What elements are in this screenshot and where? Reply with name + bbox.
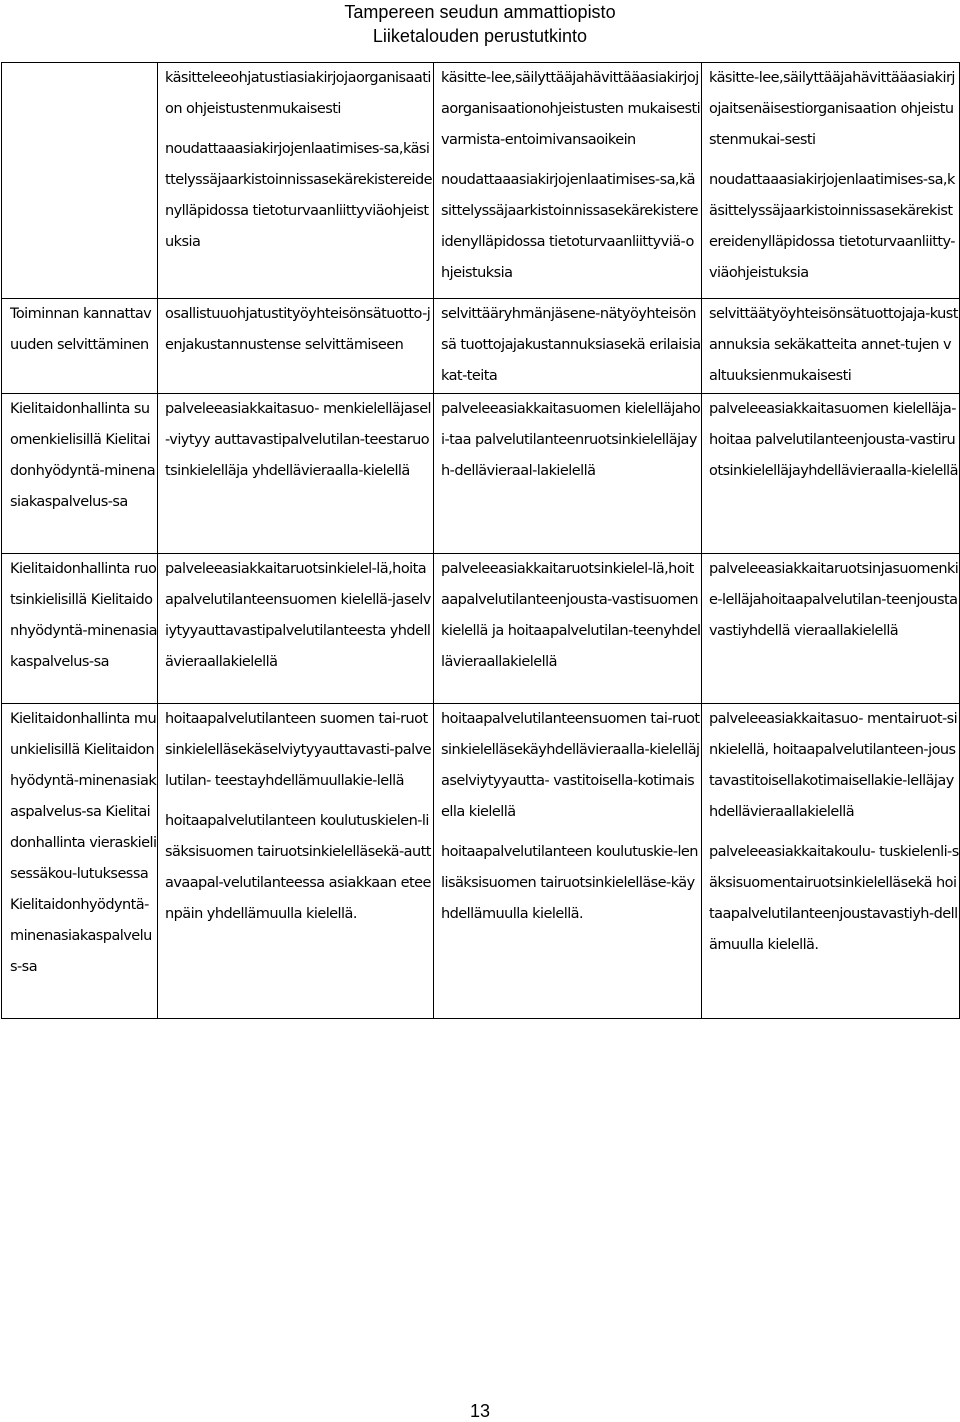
level-1-cell xyxy=(158,554,434,704)
table-row xyxy=(2,394,960,554)
criterion-text: hoitaapalvelutilanteen suomen tai-ruotsinkielelläsekäselviytyyauttavasti-palvelutilan- teestayhdellämuullakie-lellä xyxy=(165,711,431,789)
criterion-text: osallistuuohjatustityöyhteisönsätuotto-jenjakustannustense selvittämiseen xyxy=(165,306,431,353)
criterion-text: käsitte-lee,säilyttääjahävittääasiakirjojaitsenäisestiorganisaation ohjeistustenmukai-sesti xyxy=(709,70,955,148)
level-1-cell xyxy=(158,704,434,1019)
criterion-text: noudattaaasiakirjojenlaatimises-sa,käsittelyssäjaarkistoinnissasekärekistereidenylläpidossa tietoturvaanliittyviä-ohjeistuksia xyxy=(441,172,698,281)
criterion-text: palveleeasiakkaitasuo- menkielelläjasel-viytyy auttavastipalvelutilan-teestaruotsinkielelläja yhdellävieraalla-kielellä xyxy=(165,401,432,479)
criterion-text: käsitte-lee,säilyttääjahävittääasiakirjojaorganisaationohjeistusten mukaisestivarmista-entoimivansaoikein xyxy=(441,70,701,148)
criterion-text: palveleeasiakkaitakoulu- tuskielenli-säksisuomentairuotsinkielelläsekä hoitaapalvelutilanteenjoustavastiyh-dellämuulla kielellä. xyxy=(709,844,959,953)
header-school-name: Tampereen seudun ammattiopisto xyxy=(344,2,616,22)
header-degree-name: Liiketalouden perustutkinto xyxy=(372,26,588,46)
criterion-text: palveleeasiakkaitasuomen kielelläjahoi-taa palvelutilanteenruotsinkielelläjayh-dellävieraal-lakielellä xyxy=(441,401,701,479)
criterion-text: palveleeasiakkaitasuo- mentairuot-sinkielellä, hoitaapalvelutilanteen-joustavastitoisellakotimaisellakie-lelläjayhdellävieraallakielellä xyxy=(709,711,958,820)
table-row xyxy=(2,554,960,704)
table-row xyxy=(2,63,960,299)
level-3-cell xyxy=(702,554,960,704)
criterion-text: palveleeasiakkaitaruotsinkielel-lä,hoitaapalvelutilanteensuomen kielellä-jaselviytyyauttavastipalvelutilanteesta yhdellävieraallakielellä xyxy=(165,561,431,670)
competence-table xyxy=(1,62,960,1019)
level-2-cell xyxy=(434,704,702,1019)
criterion-text: palveleeasiakkaitaruotsinjasuomenkie-lelläjahoitaapalvelutilan-teenjoustavastiyhdellä vieraallakielellä xyxy=(709,561,959,639)
level-2-cell xyxy=(434,394,702,554)
level-2-cell xyxy=(434,554,702,704)
row-label-cell: Kielitaidonhallinta suomenkielisillä Kielitaidonhyödyntä-minenasiakaspalvelus-sa xyxy=(2,394,158,554)
level-2-cell xyxy=(434,299,702,394)
level-3-cell xyxy=(702,394,960,554)
row-label-cell: Toiminnan kannattavuuden selvittäminen xyxy=(2,299,158,394)
table-row xyxy=(2,299,960,394)
level-1-cell xyxy=(158,394,434,554)
criterion-text: selvittäätyöyhteisönsätuottojaja-kustannuksia sekäkatteita annet-tujen valtuuksienmukaisesti xyxy=(709,306,958,384)
criterion-text: palveleeasiakkaitaruotsinkielel-lä,hoitaapalvelutilanteenjousta-vastisuomenkielellä ja hoitaapalvelutilan-teenyhdellävieraallakielellä xyxy=(441,561,701,670)
level-2-cell xyxy=(434,63,702,299)
table-row xyxy=(2,704,960,1019)
criterion-text: palveleeasiakkaitasuomen kielelläja-hoitaa palvelutilanteenjousta-vastiruotsinkielelläjayhdellävieraalla-kielellä xyxy=(709,401,958,479)
document-header xyxy=(0,0,960,48)
row-label-cell: Kielitaidonhallinta muunkielisillä Kielitaidonhyödyntä-minenasiakaspalvelus-sa Kielitaidonhallinta vieraskielisessäkou-lutuksessa Kielitaidonhyödyntä-minenasiakaspalvelus-sa xyxy=(2,704,158,1019)
criterion-text: noudattaaasiakirjojenlaatimises-sa,käsittelyssäjaarkistoinnissasekärekistereidenylläpidossa tietoturvaanliitty-viäohjeistuksia xyxy=(709,172,955,281)
criterion-text: selvittääryhmänjäsene-nätyöyhteisönsä tuottojajakustannuksiasekä erilaisiakat-teita xyxy=(441,306,701,384)
criterion-text: hoitaapalvelutilanteen koulutuskielen-lisäksisuomen tairuotsinkielelläsekä-auttavaapal-velutilanteessa asiakkaan eteenpäin yhdellämuulla kielellä. xyxy=(165,813,431,922)
criterion-text: hoitaapalvelutilanteensuomen tai-ruotsinkielelläsekäyhdellävieraalla-kielelläjaselviytyyautta- vastitoisella-kotimaisella kielellä xyxy=(441,711,700,820)
criterion-text: käsitteleeohjatustiasiakirjojaorganisaation ohjeistustenmukaisesti xyxy=(165,70,431,117)
level-3-cell xyxy=(702,704,960,1019)
criterion-text: noudattaaasiakirjojenlaatimises-sa,käsittelyssäjaarkistoinnissasekärekistereidenylläpidossa tietoturvaanliittyviäohjeistuksia xyxy=(165,141,432,250)
level-1-cell xyxy=(158,63,434,299)
row-label-cell: Kielitaidonhallinta ruotsinkielisillä Kielitaidonhyödyntä-minenasiakaspalvelus-sa xyxy=(2,554,158,704)
level-3-cell xyxy=(702,299,960,394)
level-1-cell xyxy=(158,299,434,394)
criterion-text: hoitaapalvelutilanteen koulutuskie-lenlisäksisuomen tairuotsinkielelläse-käyhdellämuulla kielellä. xyxy=(441,844,698,922)
level-3-cell xyxy=(702,63,960,299)
row-label-cell xyxy=(2,63,158,299)
page-number: 13 xyxy=(469,1401,491,1421)
